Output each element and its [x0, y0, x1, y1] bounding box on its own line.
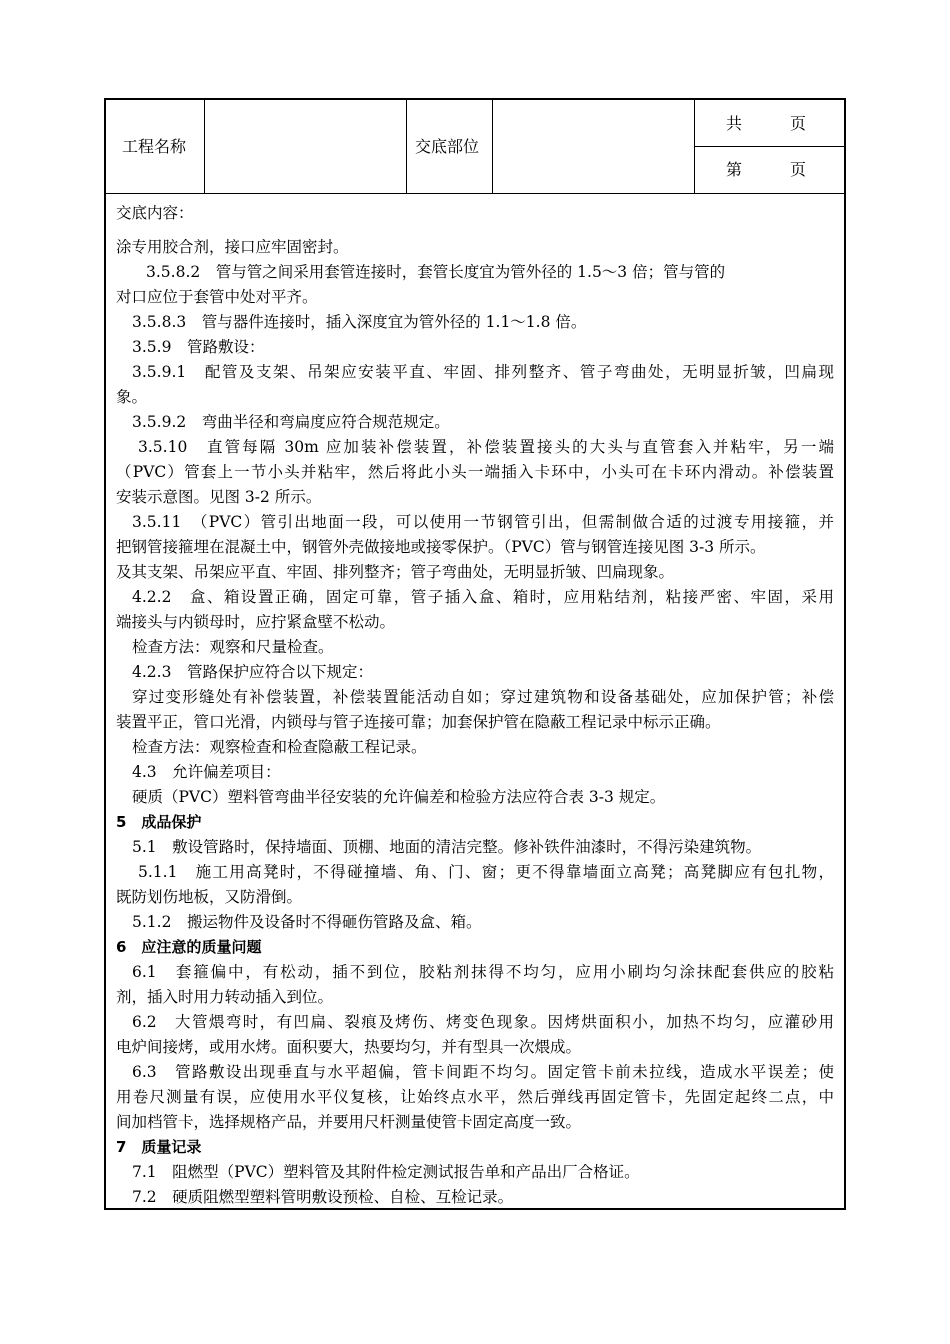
content-line: 4.2.3 管路保护应符合以下规定：: [132, 663, 373, 681]
content-line: 5.1.2 搬运物件及设备时不得砸伤管路及盒、箱。: [132, 913, 482, 931]
content-line: 装置平正，管口光滑，内锁母与管子连接可靠；加套保护管在隐蔽工程记录中标示正确。: [116, 713, 721, 731]
form-header: [106, 100, 844, 194]
disclosure-part-label: 交底部位: [415, 137, 480, 156]
divider: [694, 146, 844, 147]
total-pages: 共 页: [726, 114, 807, 133]
content-line: 3.5.9.2 弯曲半径和弯扁度应符合规范规定。: [132, 413, 450, 431]
content-line: 检查方法：观察和尺量检查。: [132, 638, 334, 656]
content-line: 3.5.8.2 管与管之间采用套管连接时，套管长度宜为管外径的 1.5～3 倍；管与管的: [146, 263, 726, 281]
content-line: 6.2 大管煨弯时，有凹扁、裂痕及烤伤、烤变色现象。因烤烘面积小，加热不均匀，应灌砂用: [132, 1013, 834, 1031]
content-line: 穿过变形缝处有补偿装置，补偿装置能活动自如；穿过建筑物和设备基础处，应加保护管；补偿: [132, 688, 834, 706]
content-line: （PVC）管套上一节小头并粘牢，然后将此小头一端插入卡环中，小头可在卡环内滑动。补偿装置: [116, 463, 834, 481]
project-name-label: 工程名称: [122, 137, 187, 156]
disclosure-form: [104, 98, 846, 1210]
content-line: 剂，插入时用力转动插入到位。: [116, 988, 334, 1006]
content-line: 7.2 硬质阻燃型塑料管明敷设预检、自检、互检记录。: [132, 1188, 514, 1206]
content-line: 象。: [116, 388, 148, 406]
content-line: 6.3 管路敷设出现垂直与水平超偏，管卡间距不均匀。固定管卡前未拉线，造成水平误差；使: [132, 1063, 834, 1081]
content-line: 安装示意图。见图 3-2 所示。: [116, 488, 322, 506]
content-line: 7.1 阻燃型（PVC）塑料管及其附件检定测试报告单和产品出厂合格证。: [132, 1163, 640, 1181]
divider: [492, 100, 493, 193]
content-line: 硬质（PVC）塑料管弯曲半径安装的允许偏差和检验方法应符合表 3-3 规定。: [132, 788, 666, 806]
content-line: 用卷尺测量有误，应使用水平仪复核，让始终点水平，然后弹线再固定管卡，先固定起终二点，中: [116, 1088, 834, 1106]
section-heading: 5 成品保护: [116, 813, 202, 831]
content-line: 5.1.1 施工用高凳时，不得碰撞墙、角、门、窗；更不得靠墙面立高凳；高凳脚应有包扎物，: [138, 863, 834, 881]
content-line: 电炉间接烤，或用水烤。面积要大，热要均匀，并有型具一次煨成。: [116, 1038, 582, 1056]
divider: [204, 100, 205, 193]
content-line: 4.2.2 盒、箱设置正确，固定可靠，管子插入盒、箱时，应用粘结剂，粘接严密、牢固，采用: [132, 588, 834, 606]
section-heading: 7 质量记录: [116, 1138, 202, 1156]
content-line: 3.5.9 管路敷设：: [132, 338, 265, 356]
content-line: 涂专用胶合剂，接口应牢固密封。: [116, 238, 349, 256]
content-line: 及其支架、吊架应平直、牢固、排列整齐；管子弯曲处，无明显折皱、凹扁现象。: [116, 563, 675, 581]
content-line: 既防划伤地板，又防滑倒。: [116, 888, 303, 906]
content-line: 间加档管卡，选择规格产品，并要用尺杆测量使管卡固定高度一致。: [116, 1113, 582, 1131]
content-line: 6.1 套箍偏中，有松动，插不到位，胶粘剂抹得不均匀，应用小刷均匀涂抹配套供应的胶粘: [132, 963, 834, 981]
content-line: 检查方法：观察检查和检查隐蔽工程记录。: [132, 738, 427, 756]
content-line: 对口应位于套管中处对平齐。: [116, 288, 318, 306]
content-line: 4.3 允许偏差项目：: [132, 763, 281, 781]
content-line: 3.5.9.1 配管及支架、吊架应安装平直、牢固、排列整齐、管子弯曲处，无明显折皱，凹扁现: [132, 363, 834, 381]
page-number: 第 页: [726, 160, 807, 179]
content-line: 3.5.8.3 管与器件连接时，插入深度宜为管外径的 1.1～1.8 倍。: [132, 313, 587, 331]
divider: [406, 100, 407, 193]
content-line: 3.5.10 直管每隔 30m 应加装补偿装置，补偿装置接头的大头与直管套入并粘牢，另一端: [138, 438, 834, 456]
content-heading: 交底内容：: [116, 204, 194, 222]
content-line: 把钢管接箍埋在混凝土中，钢管外壳做接地或接零保护。（PVC）管与钢管连接见图 3-3 所示。: [116, 538, 766, 556]
content-line: 端接头与内锁母时，应拧紧盒壁不松动。: [116, 613, 396, 631]
content-line: 5.1 敷设管路时，保持墙面、顶棚、地面的清洁完整。修补铁件油漆时，不得污染建筑物。: [132, 838, 762, 856]
content-line: 3.5.11 （PVC）管引出地面一段，可以使用一节钢管引出，但需制做合适的过渡专用接箍，并: [132, 513, 834, 531]
section-heading: 6 应注意的质量问题: [116, 938, 262, 956]
